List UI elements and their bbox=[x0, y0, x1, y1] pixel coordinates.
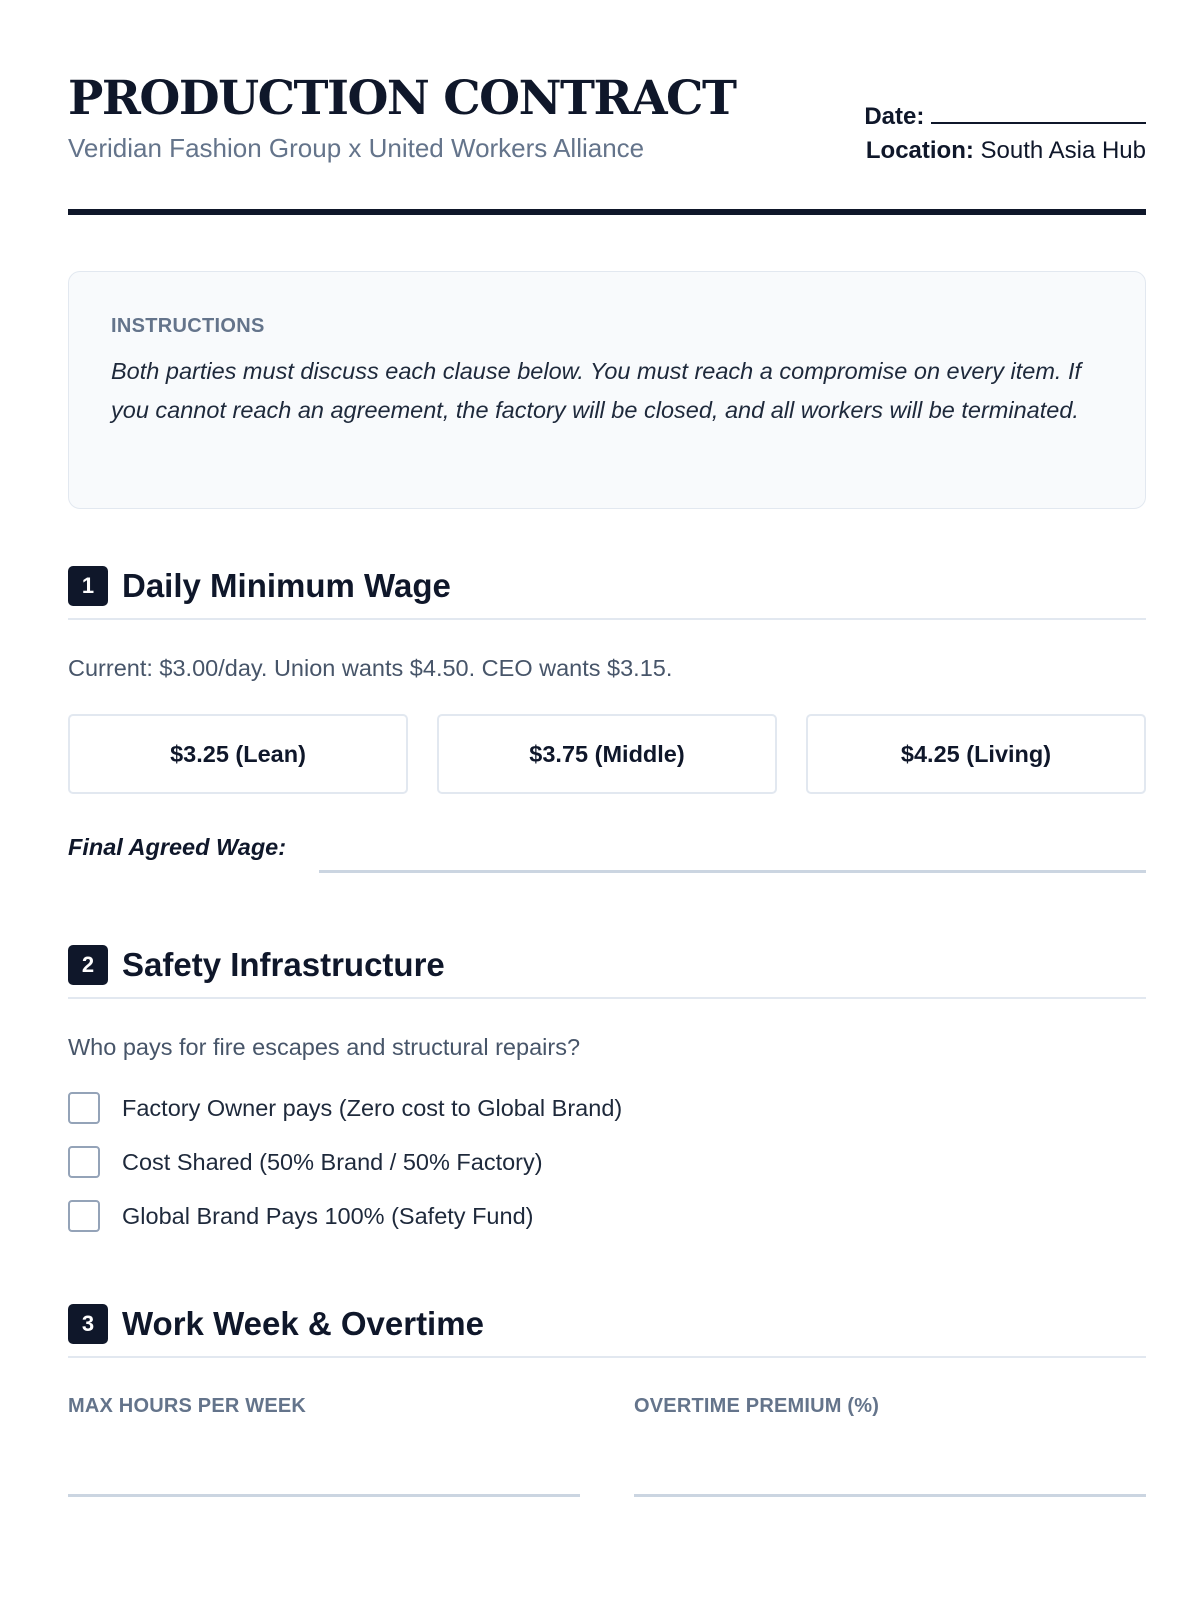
wage-options bbox=[68, 714, 1146, 794]
wage-option-lean-button[interactable]: $3.25 (Lean) bbox=[68, 714, 408, 794]
checkbox-label: Factory Owner pays (Zero cost to Global Brand) bbox=[122, 1095, 623, 1121]
final-wage-input[interactable] bbox=[319, 870, 1146, 873]
checkbox[interactable] bbox=[68, 1146, 100, 1178]
section-1-header bbox=[68, 562, 1146, 620]
max-hours-input[interactable] bbox=[68, 1494, 580, 1497]
page-subtitle: Veridian Fashion Group x United Workers Alliance bbox=[68, 133, 645, 163]
location-value: South Asia Hub bbox=[980, 137, 1146, 164]
section-number-badge: 3 bbox=[68, 1304, 108, 1344]
final-wage-label: Final Agreed Wage: bbox=[68, 834, 287, 860]
date-blank-field[interactable] bbox=[931, 102, 1146, 124]
instructions-box bbox=[68, 271, 1146, 509]
location-row bbox=[864, 134, 1146, 168]
header-divider bbox=[68, 209, 1146, 215]
overtime-premium-label: OVERTIME PREMIUM (%) bbox=[634, 1395, 880, 1417]
section-title: Daily Minimum Wage bbox=[122, 567, 451, 604]
section-2-header bbox=[68, 941, 1146, 999]
section-title: Safety Infrastructure bbox=[122, 946, 445, 983]
instructions-text: Both parties must discuss each clause below. You must reach a compromise on every item. If you cannot reach an agreement, the factory will be closed, and all workers will be terminated. bbox=[111, 358, 1082, 423]
section-number-badge: 2 bbox=[68, 945, 108, 985]
wage-option-living-button[interactable]: $4.25 (Living) bbox=[806, 714, 1146, 794]
overtime-premium-input[interactable] bbox=[634, 1494, 1146, 1497]
page-title: PRODUCTION CONTRACT bbox=[68, 71, 736, 126]
checkbox-label: Cost Shared (50% Brand / 50% Factory) bbox=[122, 1149, 543, 1175]
wage-option-middle-button[interactable]: $3.75 (Middle) bbox=[437, 714, 777, 794]
contract-header bbox=[68, 70, 1146, 220]
location-label: Location: bbox=[865, 137, 974, 164]
max-hours-label: MAX HOURS PER WEEK bbox=[68, 1395, 307, 1417]
wage-description: Current: $3.00/day. Union wants $4.50. CEO wants $3.15. bbox=[68, 655, 673, 681]
contract-meta bbox=[864, 100, 1146, 168]
section-title: Work Week & Overtime bbox=[122, 1305, 484, 1342]
checkbox[interactable] bbox=[68, 1092, 100, 1124]
instructions-label: INSTRUCTIONS bbox=[111, 315, 265, 337]
section-number-badge: 1 bbox=[68, 566, 108, 606]
safety-description: Who pays for fire escapes and structural repairs? bbox=[68, 1034, 581, 1060]
section-3-header bbox=[68, 1300, 1146, 1358]
checkbox[interactable] bbox=[68, 1200, 100, 1232]
checkbox-label: Global Brand Pays 100% (Safety Fund) bbox=[122, 1203, 534, 1229]
safety-choice-cost-shared[interactable] bbox=[68, 1146, 868, 1180]
date-row bbox=[864, 100, 1146, 134]
date-label: Date: bbox=[864, 103, 925, 130]
safety-choice-factory-owner[interactable] bbox=[68, 1092, 868, 1126]
safety-choice-global-brand[interactable] bbox=[68, 1200, 868, 1234]
contract-page bbox=[68, 0, 1146, 1600]
